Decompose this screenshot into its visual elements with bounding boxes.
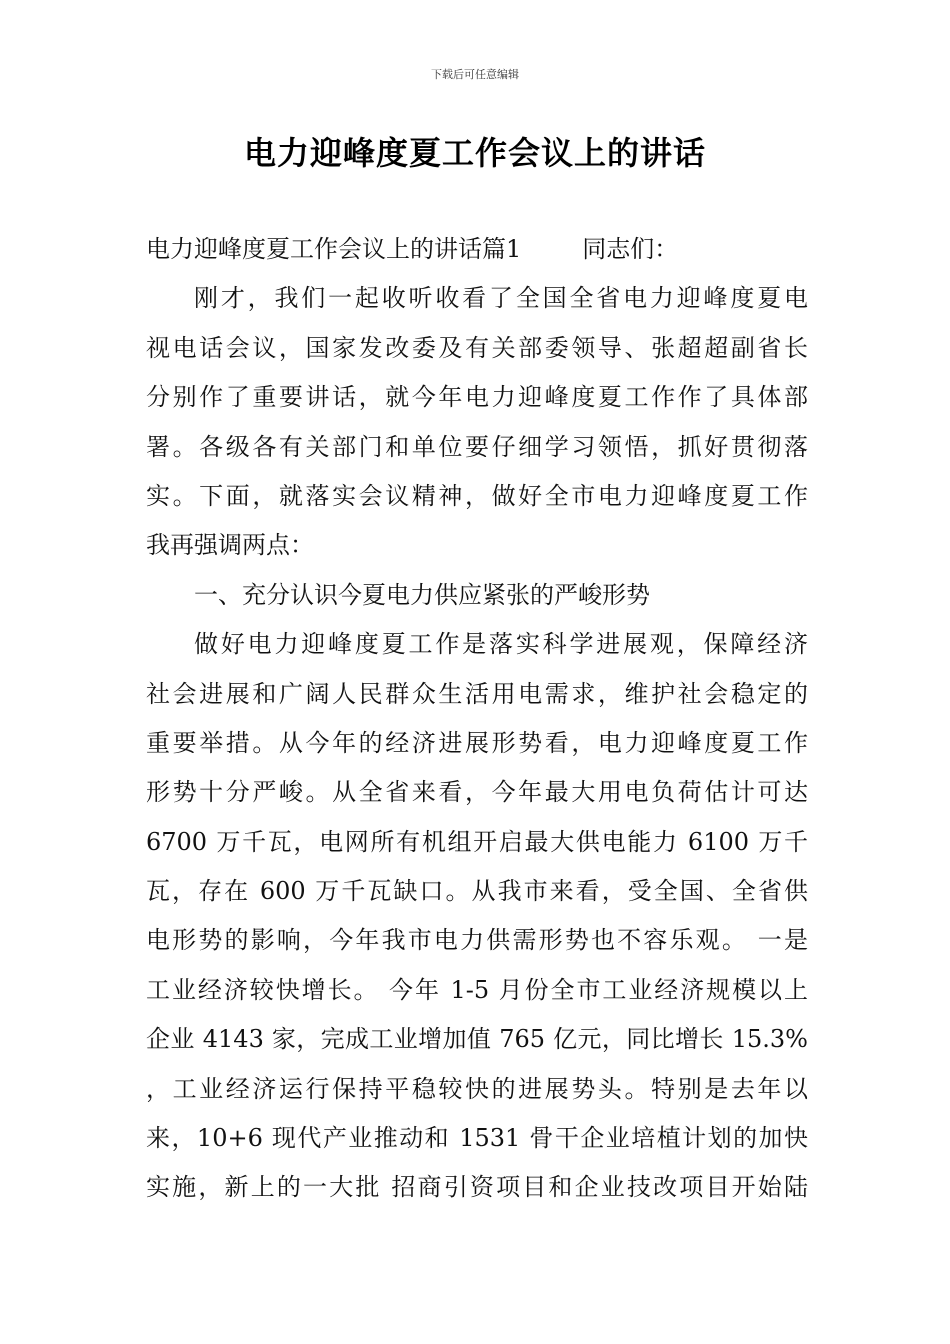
text-line: 分别作了重要讲话，就今年电力迎峰度夏工作作了具体部 bbox=[146, 383, 808, 412]
text-line: 实。下面，就落实会议精神，做好全市电力迎峰度夏工作 bbox=[146, 481, 808, 510]
text-line: 工业经济较快增长。 今年 1-5 月份全市工业经济规模以上 bbox=[146, 975, 808, 1004]
text-line: 电形势的影响，今年我市电力供需形势也不容乐观。 一是 bbox=[146, 926, 808, 955]
text-line: 刚才，我们一起收听收看了全国全省电力迎峰度夏电 bbox=[194, 284, 808, 313]
text-line: 6700 万千瓦，电网所有机组开启最大供电能力 6100 万千 bbox=[146, 827, 808, 856]
text-line: 企业 4143 家，完成工业增加值 765 亿元，同比增长 15.3% bbox=[146, 1025, 808, 1054]
text-line: 我再强调两点： bbox=[146, 531, 314, 560]
text-line: 社会进展和广阔人民群众生活用电需求，维护社会稳定的 bbox=[146, 679, 808, 708]
text-line: 视电话会议，国家发改委及有关部委领导、张超超副省长 bbox=[146, 333, 808, 362]
document-title: 电力迎峰度夏工作会议上的讲话 bbox=[243, 134, 706, 172]
text-line: 实施，新上的一大批 招商引资项目和企业技改项目开始陆 bbox=[146, 1173, 808, 1202]
text-line: ，工业经济运行保持平稳较快的进展势头。特别是去年以 bbox=[146, 1074, 808, 1103]
section-heading: 一、充分认识今夏电力供应紧张的严峻形势 bbox=[194, 580, 650, 609]
text-line: 署。各级各有关部门和单位要仔细学习领悟，抓好贯彻落 bbox=[146, 432, 808, 461]
text-line: 电力迎峰度夏工作会议上的讲话篇1 同志们： bbox=[146, 235, 679, 263]
header-note: 下载后可任意编辑 bbox=[431, 68, 519, 81]
text-line: 来，10+6 现代产业推动和 1531 骨干企业培植计划的加快 bbox=[146, 1124, 808, 1153]
text-line: 做好电力迎峰度夏工作是落实科学进展观，保障经济 bbox=[194, 630, 808, 659]
document-body bbox=[146, 225, 808, 1213]
text-line: 重要举措。从今年的经济进展形势看，电力迎峰度夏工作 bbox=[146, 728, 808, 757]
text-line: 形势十分严峻。从全省来看，今年最大用电负荷估计可达 bbox=[146, 778, 808, 807]
text-line: 瓦，存在 600 万千瓦缺口。从我市来看，受全国、全省供 bbox=[146, 877, 808, 906]
